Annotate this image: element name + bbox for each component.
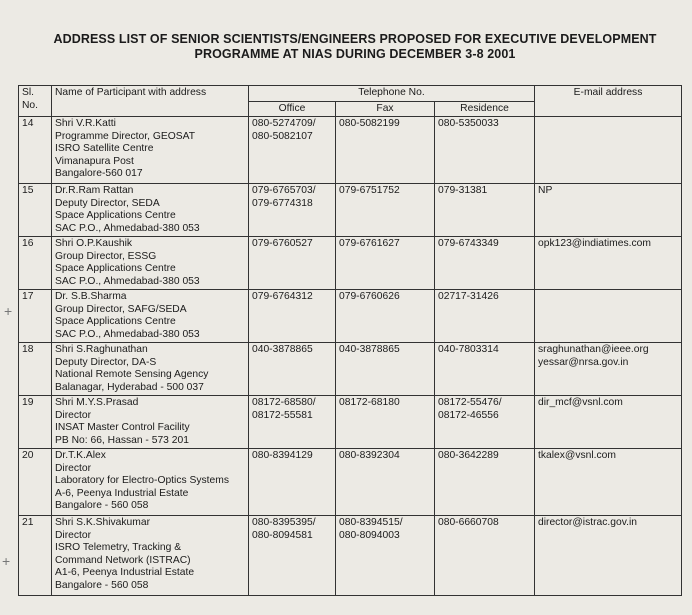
cell-name-address-line: Vimanapura Post xyxy=(55,155,134,167)
cell-name-address-line: Bangalore-560 017 xyxy=(55,168,143,179)
cell-email xyxy=(535,184,682,237)
cell-office-phone-line: 080-5274709/ xyxy=(252,118,316,129)
cell-fax xyxy=(336,516,435,596)
cell-residence-phone xyxy=(435,449,535,516)
cell-fax xyxy=(336,237,435,290)
cell-office-phone xyxy=(249,449,336,516)
table-row xyxy=(19,449,682,516)
cell-name-address-line: PB No: 66, Hassan - 573 201 xyxy=(55,434,189,446)
cell-email-line: yessar@nrsa.gov.in xyxy=(538,356,629,368)
cell-email xyxy=(535,290,682,343)
header-telephone: Telephone No. xyxy=(249,86,535,102)
cell-residence-phone-line: 040-7803314 xyxy=(438,344,499,355)
cell-fax-line: 08172-68180 xyxy=(339,397,400,408)
cell-residence-phone-line: 02717-31426 xyxy=(438,291,499,302)
cell-residence-phone xyxy=(435,396,535,449)
table-row xyxy=(19,237,682,290)
header-name: Name of Participant with address xyxy=(52,86,249,117)
cell-office-phone xyxy=(249,237,336,290)
cell-name-address xyxy=(52,343,249,396)
cell-office-phone-line: 080-8395395/ xyxy=(252,517,316,528)
title-line-1: ADDRESS LIST OF SENIOR SCIENTISTS/ENGINEERS PROPOSED FOR EXECUTIVE DEVELOPMENT xyxy=(53,32,657,46)
cell-office-phone-line: 079-6764312 xyxy=(252,291,313,302)
cell-office-phone xyxy=(249,396,336,449)
cell-name-address-line: A-6, Peenya Industrial Estate xyxy=(55,487,189,499)
cell-fax-line: 079-6761627 xyxy=(339,238,400,249)
table-row xyxy=(19,343,682,396)
cell-residence-phone-line: 08172-46556 xyxy=(438,409,499,421)
cell-sl-no: 20 xyxy=(19,449,52,516)
table-row xyxy=(19,117,682,184)
cell-office-phone-line: 080-5082107 xyxy=(252,130,313,142)
cell-fax-line: 040-3878865 xyxy=(339,344,400,355)
cell-name-address xyxy=(52,237,249,290)
cell-sl-no: 14 xyxy=(19,117,52,184)
cell-name-address-line: Shri S.K.Shivakumar xyxy=(55,517,150,528)
cell-email xyxy=(535,449,682,516)
cell-sl-no: 17 xyxy=(19,290,52,343)
cell-office-phone xyxy=(249,516,336,596)
cell-email xyxy=(535,237,682,290)
cell-email-line: tkalex@vsnl.com xyxy=(538,450,616,461)
cell-name-address xyxy=(52,516,249,596)
header-email: E-mail address xyxy=(535,86,682,117)
header-fax: Fax xyxy=(336,101,435,117)
cell-residence-phone-line: 079-31381 xyxy=(438,185,488,196)
cell-name-address-line: Balanagar, Hyderabad - 500 037 xyxy=(55,381,204,393)
cell-office-phone-line: 08172-55581 xyxy=(252,409,313,421)
cell-name-address-line: Programme Director, GEOSAT xyxy=(55,130,195,142)
cell-fax-line: 079-6760626 xyxy=(339,291,400,302)
cell-name-address xyxy=(52,396,249,449)
cell-office-phone xyxy=(249,117,336,184)
cell-office-phone-line: 079-6760527 xyxy=(252,238,313,249)
cell-residence-phone xyxy=(435,516,535,596)
table-row xyxy=(19,184,682,237)
cell-office-phone-line: 080-8094581 xyxy=(252,529,313,541)
table-row xyxy=(19,396,682,449)
cell-name-address-line: Shri M.Y.S.Prasad xyxy=(55,397,139,408)
cell-residence-phone xyxy=(435,237,535,290)
cell-name-address-line: Bangalore - 560 058 xyxy=(55,500,149,511)
header-sl-no: Sl. No. xyxy=(19,86,52,117)
cell-office-phone xyxy=(249,184,336,237)
cell-fax-line: 079-6751752 xyxy=(339,185,400,196)
cell-office-phone-line: 040-3878865 xyxy=(252,344,313,355)
cell-email-line: dir_mcf@vsnl.com xyxy=(538,397,623,408)
cell-residence-phone xyxy=(435,343,535,396)
cell-name-address-line: Shri O.P.Kaushik xyxy=(55,238,133,249)
table-header-row xyxy=(19,86,682,102)
cell-email xyxy=(535,117,682,184)
cell-fax-line: 080-5082199 xyxy=(339,118,400,129)
cell-name-address-line: Space Applications Centre xyxy=(55,316,176,327)
cell-name-address-line: ISRO Telemetry, Tracking & xyxy=(55,542,182,553)
cell-email xyxy=(535,396,682,449)
cell-residence-phone-line: 080-3642289 xyxy=(438,450,499,461)
cell-name-address-line: Group Director, ESSG xyxy=(55,250,157,262)
cell-name-address-line: Director xyxy=(55,529,92,541)
cell-name-address-line: Shri V.R.Katti xyxy=(55,118,116,129)
cell-fax xyxy=(336,343,435,396)
cell-name-address-line: SAC P.O., Ahmedabad-380 053 xyxy=(55,275,200,287)
cell-name-address-line: SAC P.O., Ahmedabad-380 053 xyxy=(55,328,200,340)
cell-fax xyxy=(336,290,435,343)
cell-office-phone-line: 079-6774318 xyxy=(252,197,313,209)
cell-residence-phone xyxy=(435,290,535,343)
cell-office-phone xyxy=(249,343,336,396)
cell-email xyxy=(535,516,682,596)
document-title xyxy=(40,32,670,62)
margin-pen-mark: + xyxy=(2,553,11,569)
cell-name-address-line: Group Director, SAFG/SEDA xyxy=(55,303,187,315)
cell-name-address-line: Bangalore - 560 058 xyxy=(55,579,149,591)
cell-residence-phone-line: 080-6660708 xyxy=(438,517,499,528)
participant-address-table xyxy=(18,85,682,596)
cell-name-address-line: Space Applications Centre xyxy=(55,210,176,221)
cell-name-address xyxy=(52,117,249,184)
cell-email-line: opk123@indiatimes.com xyxy=(538,238,651,249)
cell-name-address-line: Laboratory for Electro-Optics Systems xyxy=(55,475,229,486)
cell-office-phone-line: 08172-68580/ xyxy=(252,397,316,408)
cell-name-address xyxy=(52,449,249,516)
cell-fax xyxy=(336,449,435,516)
cell-name-address-line: Director xyxy=(55,462,92,474)
header-office: Office xyxy=(249,101,336,117)
cell-name-address-line: INSAT Master Control Facility xyxy=(55,422,190,433)
cell-name-address-line: Dr.R.Ram Rattan xyxy=(55,185,134,196)
margin-pen-mark: + xyxy=(4,303,13,319)
cell-name-address xyxy=(52,184,249,237)
title-line-2: PROGRAMME AT NIAS DURING DECEMBER 3-8 2001 xyxy=(194,47,516,61)
cell-name-address-line: National Remote Sensing Agency xyxy=(55,369,209,380)
cell-name-address-line: A1-6, Peenya Industrial Estate xyxy=(55,567,195,578)
cell-residence-phone-line: 079-6743349 xyxy=(438,238,499,249)
cell-name-address-line: Dr.T.K.Alex xyxy=(55,450,106,461)
cell-sl-no: 19 xyxy=(19,396,52,449)
cell-office-phone xyxy=(249,290,336,343)
cell-fax-line: 080-8392304 xyxy=(339,450,400,461)
cell-sl-no: 15 xyxy=(19,184,52,237)
cell-name-address-line: SAC P.O., Ahmedabad-380 053 xyxy=(55,222,200,234)
cell-residence-phone-line: 08172-55476/ xyxy=(438,397,502,408)
cell-sl-no: 16 xyxy=(19,237,52,290)
cell-fax-line: 080-8094003 xyxy=(339,529,400,541)
cell-email-line: director@istrac.gov.in xyxy=(538,517,637,528)
cell-email xyxy=(535,343,682,396)
cell-email-line: sraghunathan@ieee.org xyxy=(538,344,649,355)
cell-name-address-line: Command Network (ISTRAC) xyxy=(55,554,191,566)
table-body xyxy=(19,117,682,596)
cell-fax xyxy=(336,117,435,184)
cell-email-line: NP xyxy=(538,185,553,196)
cell-name-address-line: Shri S.Raghunathan xyxy=(55,344,148,355)
cell-office-phone-line: 079-6765703/ xyxy=(252,185,316,196)
cell-name-address-line: Dr. S.B.Sharma xyxy=(55,291,127,302)
cell-name-address-line: Space Applications Centre xyxy=(55,263,176,274)
table-row xyxy=(19,516,682,596)
header-residence: Residence xyxy=(435,101,535,117)
cell-name-address-line: Deputy Director, SEDA xyxy=(55,197,160,209)
cell-name-address-line: Deputy Director, DA-S xyxy=(55,356,157,368)
cell-fax-line: 080-8394515/ xyxy=(339,517,403,528)
cell-fax xyxy=(336,184,435,237)
cell-name-address xyxy=(52,290,249,343)
cell-residence-phone xyxy=(435,117,535,184)
cell-office-phone-line: 080-8394129 xyxy=(252,450,313,461)
table-row xyxy=(19,290,682,343)
cell-residence-phone xyxy=(435,184,535,237)
cell-fax xyxy=(336,396,435,449)
cell-name-address-line: ISRO Satellite Centre xyxy=(55,143,154,154)
cell-sl-no: 21 xyxy=(19,516,52,596)
cell-name-address-line: Director xyxy=(55,409,92,421)
cell-sl-no: 18 xyxy=(19,343,52,396)
cell-residence-phone-line: 080-5350033 xyxy=(438,118,499,129)
